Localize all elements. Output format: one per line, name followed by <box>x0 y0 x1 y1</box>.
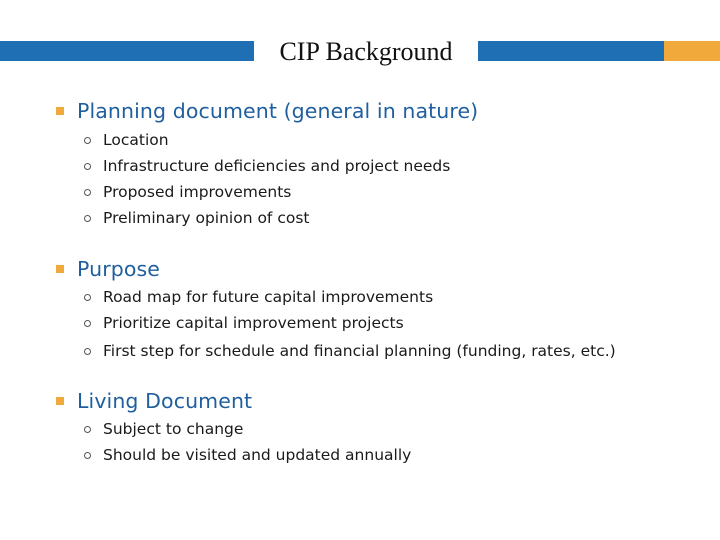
title-bar-right-blue <box>478 41 664 61</box>
circle-bullet-icon <box>84 294 91 301</box>
square-bullet-icon <box>56 265 64 273</box>
circle-bullet-icon <box>84 320 91 327</box>
list-item-label: Should be visited and updated annually <box>103 446 412 464</box>
circle-bullet-icon <box>84 348 91 355</box>
list-item <box>84 286 433 308</box>
list-item <box>84 312 404 334</box>
list-item-label: Infrastructure deficiencies and project needs <box>103 157 451 175</box>
list-item-label: Road map for future capital improvements <box>103 288 434 306</box>
section-living-document <box>56 387 252 415</box>
square-bullet-icon <box>56 107 64 115</box>
list-item-label: Prioritize capital improvement projects <box>103 314 404 332</box>
section-purpose <box>56 255 160 283</box>
circle-bullet-icon <box>84 452 91 459</box>
slide-title: CIP Background <box>279 37 453 66</box>
list-item <box>84 181 291 203</box>
list-item <box>84 444 411 466</box>
section-label: Purpose <box>77 257 160 281</box>
list-item <box>84 129 169 151</box>
list-item-label: Proposed improvements <box>103 183 292 201</box>
section-planning-document <box>56 97 478 125</box>
list-item <box>84 418 243 440</box>
title-bar-left-blue <box>0 41 254 61</box>
section-label: Planning document (general in nature) <box>77 99 479 123</box>
list-item <box>84 155 450 177</box>
list-item-label: Preliminary opinion of cost <box>103 209 310 227</box>
section-label: Living Document <box>77 389 253 413</box>
circle-bullet-icon <box>84 215 91 222</box>
list-item-label: Subject to change <box>103 420 244 438</box>
circle-bullet-icon <box>84 163 91 170</box>
list-item-label: First step for schedule and financial planning (funding, rates, etc.) <box>103 342 616 360</box>
list-item <box>84 207 309 229</box>
circle-bullet-icon <box>84 137 91 144</box>
circle-bullet-icon <box>84 189 91 196</box>
circle-bullet-icon <box>84 426 91 433</box>
list-item <box>84 340 616 362</box>
title-bar-right-orange <box>664 41 720 61</box>
list-item-label: Location <box>103 131 169 149</box>
square-bullet-icon <box>56 397 64 405</box>
